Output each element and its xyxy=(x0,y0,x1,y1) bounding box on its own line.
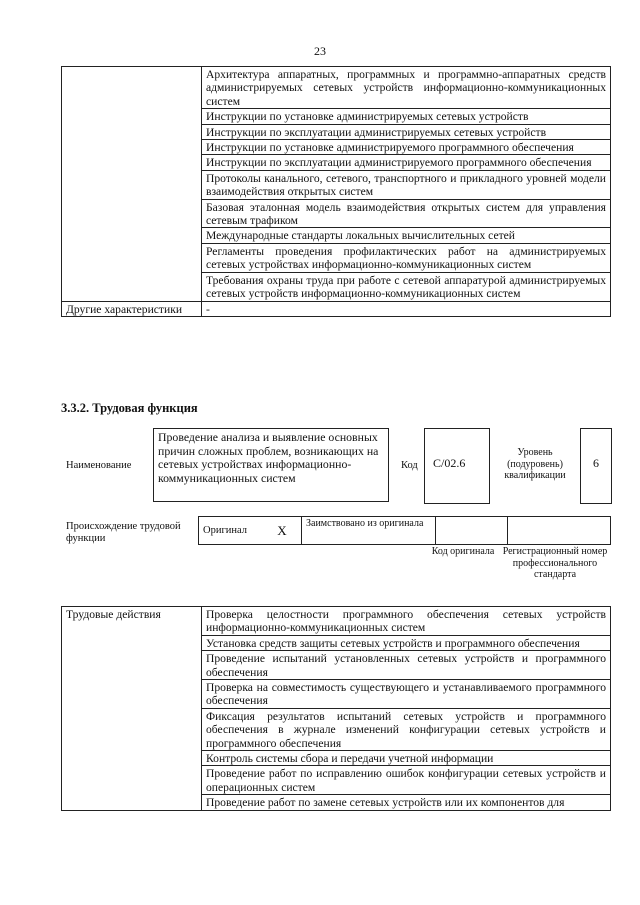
original-mark: X xyxy=(263,517,302,545)
name-label: Наименование xyxy=(66,460,132,471)
knowledge-item: Инструкции по эксплуатации администрируемых сетевых устройств xyxy=(202,124,611,139)
knowledge-table xyxy=(61,66,611,317)
origin-table xyxy=(198,516,611,545)
knowledge-item: Международные стандарты локальных вычислительных сетей xyxy=(202,228,611,243)
action-item: Проведение испытаний установленных сетевых устройств и программного обеспечения xyxy=(202,651,611,680)
knowledge-item: Инструкции по эксплуатации администрируемого программного обеспечения xyxy=(202,155,611,170)
knowledge-item: Инструкции по установке администрируемого программного обеспечения xyxy=(202,140,611,155)
registration-number-cell xyxy=(508,517,611,545)
knowledge-item: Протоколы канального, сетевого, транспортного и прикладного уровней модели взаимодействия открытых систем xyxy=(202,170,611,199)
function-name-box: Проведение анализа и выявление основных причин сложных проблем, возникающих на сетевых устройствах информационно-коммуникационных систем xyxy=(153,428,389,502)
function-code: C/02.6 xyxy=(433,456,466,470)
page-number: 23 xyxy=(314,44,326,58)
knowledge-item: Регламенты проведения профилактических работ на администрируемых сетевых устройствах информационно-коммуникационных систем xyxy=(202,243,611,272)
code-box xyxy=(424,428,490,504)
origin-label: Происхождение трудовой функции xyxy=(66,521,181,544)
action-item: Проверка на совместимость существующего и устанавливаемого программного обеспечения xyxy=(202,680,611,709)
action-item: Проведение работ по исправлению ошибок конфигурации сетевых устройств и операционных систем xyxy=(202,766,611,795)
qualification-level: 6 xyxy=(593,456,599,470)
section-heading: 3.3.2. Трудовая функция xyxy=(61,401,198,415)
level-label: Уровень (подуровень) квалификации xyxy=(504,447,566,481)
knowledge-item: Требования охраны труда при работе с сетевой аппаратурой администрируемых сетевых устройств информационно-коммуникационных систем xyxy=(202,272,611,301)
other-characteristics-value: - xyxy=(202,301,611,316)
actions-table xyxy=(61,606,611,811)
action-item: Проверка целостности программного обеспечения сетевых устройств информационно-коммуникационных систем xyxy=(202,607,611,636)
action-item: Фиксация результатов испытаний сетевых устройств и программного обеспечения в журнале изменений конфигурации сетевых устройств и программного обеспечения xyxy=(202,708,611,750)
other-characteristics-label: Другие характеристики xyxy=(62,301,202,316)
code-caption: Код оригинала xyxy=(431,546,495,557)
action-item: Контроль системы сбора и передачи учетной информации xyxy=(202,751,611,766)
knowledge-label-cell xyxy=(62,67,202,302)
original-label: Оригинал xyxy=(199,517,264,545)
original-code-cell xyxy=(436,517,508,545)
action-item: Установка средств защиты сетевых устройств и программного обеспечения xyxy=(202,635,611,650)
action-item: Проведение работ по замене сетевых устройств или их компонентов для xyxy=(202,795,611,810)
knowledge-item: Инструкции по установке администрируемых сетевых устройств xyxy=(202,109,611,124)
actions-label: Трудовые действия xyxy=(62,607,202,811)
knowledge-item: Архитектура аппаратных, программных и программно-аппаратных средств администрируемых сетевых устройств информационно-коммуникационных систем xyxy=(202,67,611,109)
borrowed-label: Заимствовано из оригинала xyxy=(302,517,436,545)
code-label: Код xyxy=(401,460,418,471)
registration-caption: Регистрационный номер профессионального стандарта xyxy=(502,546,608,580)
knowledge-item: Базовая эталонная модель взаимодействия открытых систем для управления сетевым трафиком xyxy=(202,199,611,228)
level-box xyxy=(580,428,612,504)
